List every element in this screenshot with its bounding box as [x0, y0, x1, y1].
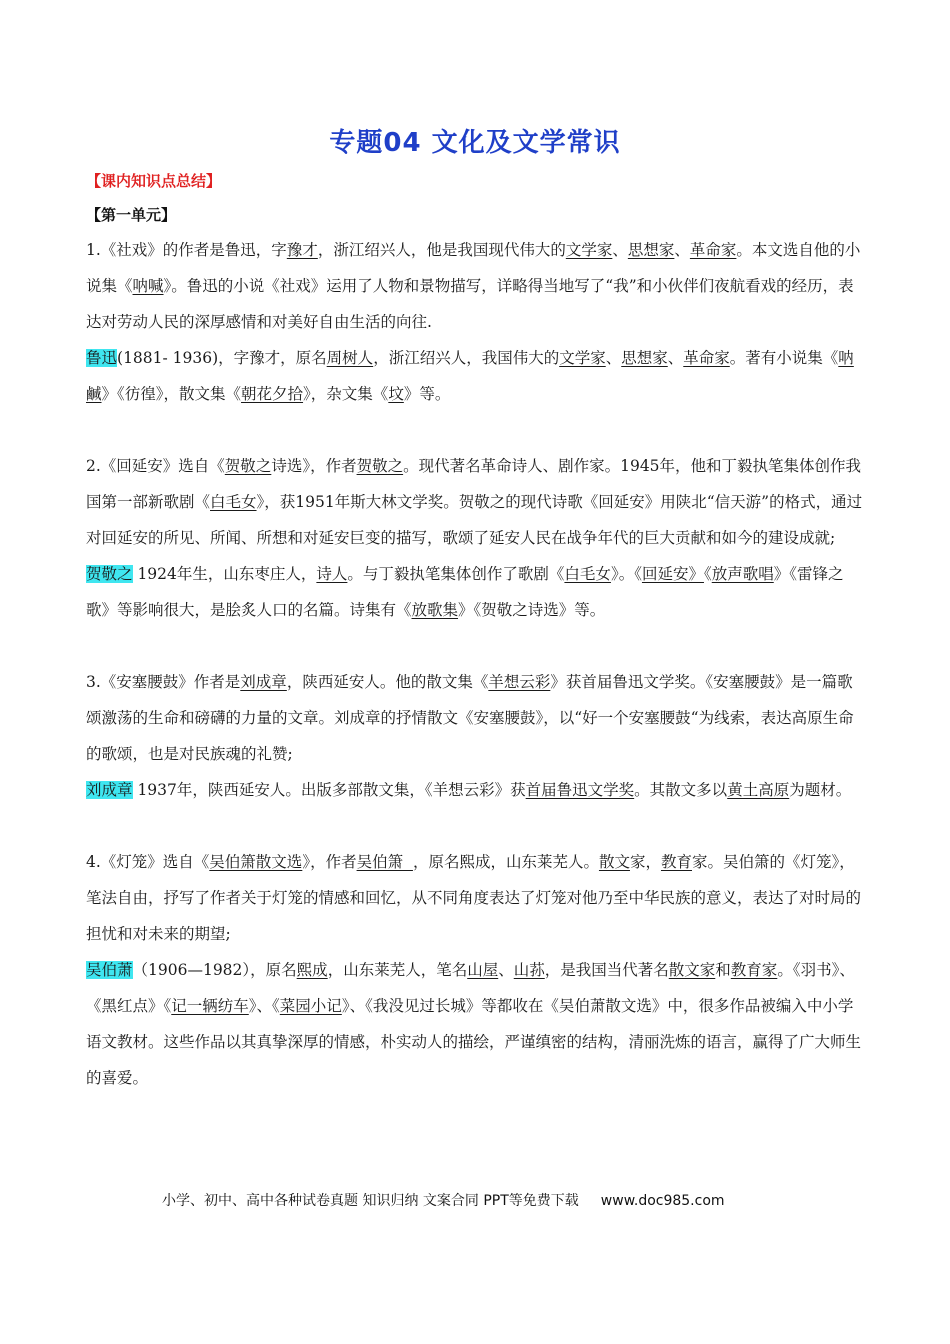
section-heading-unit: 【第一单元】 — [86, 206, 177, 224]
highlight-name: 鲁迅 — [86, 349, 118, 367]
note-1: 鲁迅(1881- 1936)，字豫才，原名周树人，浙江绍兴人，我国伟大的文学家、思想家、革命家。著有小说集《呐鹹》《彷徨》，散文集《朝花夕拾》，杂文集《坟》等。 — [86, 349, 854, 403]
note-4: 吴伯萧（1906—1982），原名熙成，山东莱芜人，笔名山屋、山荪，是我国当代著名散文家和教育家。《羽书》、《黑红点》《记一辆纺车》、《菜园小记》、《我没见过长城》等都收在《吴伯萧散文选》中，很多作品被编入中小学语文教材。这些作品以其真挚深厚的情感，朴实动人的描绘，严谨缜密的结构，清丽洗炼的语言，赢得了广大师生的喜爱。 — [86, 961, 862, 1087]
footer-text: 小学、初中、高中各种试卷真题 知识归纳 文案合同 PPT等免费下载 — [162, 1193, 579, 1209]
note-3: 刘成章 1937年，陕西延安人。出版多部散文集，《羊想云彩》获首届鲁迅文学奖。其散文多以黄土高原为题材。 — [86, 781, 852, 799]
paragraph-1: 1.《社戏》的作者是鲁迅，字豫才，浙江绍兴人，他是我国现代伟大的文学家、思想家、革命家。本文选自他的小说集《呐喊》。鲁迅的小说《社戏》运用了人物和景物描写，详略得当地写了“我”和小伙伴们夜航看戏的经历，表达对劳动人民的深厚感情和对美好自由生活的向往. — [86, 241, 861, 331]
page-footer — [162, 1190, 725, 1210]
highlight-name: 吴伯萧 — [86, 961, 133, 979]
note-2: 贺敬之 1924年生，山东枣庄人，诗人。与丁毅执笔集体创作了歌剧《白毛女》。《回延安》《放声歌唱》《雷锋之歌》等影响很大，是脍炙人口的名篇。诗集有《放歌集》《贺敬之诗选》等。 — [86, 565, 844, 619]
content-body — [86, 232, 864, 1096]
highlight-name: 贺敬之 — [86, 565, 133, 583]
paragraph-4: 4.《灯笼》选自《吴伯箫散文选》，作者吴伯箫 ，原名熙成，山东莱芜人。散文家，教育家。吴伯箫的《灯笼》，笔法自由，抒写了作者关于灯笼的情感和回忆，从不同角度表达了灯笼对他乃至中华民族的意义，表达了对时局的担忧和对未来的期望; — [86, 853, 862, 943]
highlight-name: 刘成章 — [86, 781, 133, 799]
paragraph-2: 2.《回延安》选自《贺敬之诗选》，作者贺敬之。现代著名革命诗人、剧作家。1945年，他和丁毅执笔集体创作我国第一部新歌剧《白毛女》，获1951年斯大林文学奖。贺敬之的现代诗歌《回延安》用陕北“信天游”的格式，通过对回延安的所见、所闻、所想和对延安巨变的描写，歌颂了延安人民在战争年代的巨大贡献和如今的建设成就; — [86, 457, 863, 547]
page-title: 专题04 文化及文学常识 — [329, 128, 621, 158]
footer-url[interactable]: www.doc985.com — [600, 1193, 725, 1209]
paragraph-3: 3.《安塞腰鼓》作者是刘成章，陕西延安人。他的散文集《羊想云彩》获首届鲁迅文学奖。《安塞腰鼓》是一篇歌颂激荡的生命和磅礴的力量的文章。刘成章的抒情散文《安塞腰鼓》，以“好一个安塞腰鼓“为线索，表达高原生命的歌颂，也是对民族魂的礼赞; — [86, 673, 854, 763]
section-heading-summary: 【课内知识点总结】 — [86, 172, 222, 190]
